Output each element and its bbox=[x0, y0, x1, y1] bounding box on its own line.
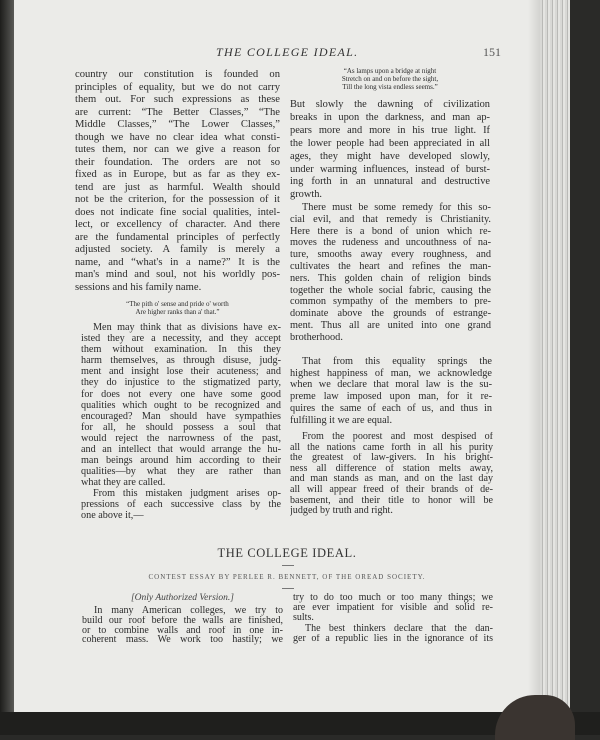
text-line: Here there is a bond of union which re- bbox=[290, 225, 491, 237]
text-line: common sympathy of the members to pre- bbox=[290, 296, 491, 308]
left-paragraph bbox=[75, 69, 280, 294]
text-line: Middle Classes,” “The Lower Classes,” bbox=[75, 119, 280, 130]
text-line: all will appear freed of their brands of de- bbox=[290, 484, 493, 495]
text-line: ment. Thus all are united into one grand bbox=[290, 319, 491, 331]
left-quote bbox=[75, 301, 280, 316]
essay-note: [Only Authorized Version.] bbox=[130, 593, 234, 603]
text-line: But slowly the dawning of civilization bbox=[290, 99, 490, 110]
text-line: them out. For such expressions as these bbox=[75, 94, 280, 105]
text-line: name, and “what's in a name?” It is the bbox=[75, 256, 280, 268]
text-line: man beings around him according to their bbox=[81, 455, 281, 467]
text-line: cultivates the heart and refines the man- bbox=[290, 260, 491, 272]
text-line: pressions of each successive class by the bbox=[81, 499, 281, 511]
text-line: and an intellect that would arrange the hu- bbox=[81, 444, 281, 456]
text-line: tend are just as harmful. Wealth should bbox=[75, 181, 280, 193]
left-paragraph bbox=[81, 488, 281, 521]
page-number: 151 bbox=[483, 45, 501, 59]
text-line: one above it,— bbox=[81, 510, 144, 522]
text-line: the lower people had been appreciated in all bbox=[290, 137, 490, 149]
text-line: ness all difference of station melts away, bbox=[290, 463, 493, 474]
text-line: coherent mass. We work too hastily; we bbox=[82, 635, 283, 646]
text-line: isted they are a necessity, and they accept bbox=[81, 333, 281, 345]
right-paragraph bbox=[290, 202, 491, 344]
text-line: brotherhood. bbox=[290, 331, 343, 343]
text-line: basement, and their title to honor will be bbox=[290, 495, 493, 506]
text-line: harm themselves, as through disuse, judg- bbox=[81, 355, 281, 367]
text-line: breaks in upon the darkness, and man ap- bbox=[290, 111, 490, 123]
text-line: cial evil, and that remedy is Christianity. bbox=[290, 213, 491, 225]
text-line: qualities—by what they are rather than bbox=[81, 466, 281, 478]
text-line: are ever impatient for visible and solid re- bbox=[293, 602, 493, 613]
text-line: the greatest of law-givers. In his bright- bbox=[290, 453, 493, 464]
text-line: judged by truth and right. bbox=[290, 506, 393, 517]
text-line: sessions and his family name. bbox=[75, 281, 202, 293]
text-line: build our roof before the walls are finished, bbox=[82, 615, 283, 626]
text-line: Stretch on and on before the sight, bbox=[341, 75, 439, 83]
text-line: lect, or excellency of character. And there bbox=[75, 219, 280, 230]
text-line: not be the criterion, for the possession of it bbox=[75, 194, 280, 205]
text-line: ture, smooths away every roughness, and bbox=[290, 249, 491, 261]
text-line: moves the rudeness and uncouthness of na- bbox=[290, 237, 491, 249]
text-line: That from this equality springs the bbox=[302, 356, 492, 367]
text-line: preme law imposed upon man, for it re- bbox=[290, 391, 492, 403]
essay-byline: CONTEST ESSAY BY PERLEE R. BENNETT, OF THE OREAD SOCIETY. bbox=[148, 573, 426, 581]
text-line: pears more and more in his true light. If bbox=[290, 124, 490, 136]
text-line: are the fundamental principles of perfectly bbox=[75, 231, 280, 243]
divider bbox=[282, 565, 294, 566]
text-line: Till the long vista endless seems.” bbox=[342, 83, 438, 91]
text-line: fulfilling it we are equal. bbox=[290, 414, 393, 426]
text-line: qualities which ought to be recognized and bbox=[81, 399, 281, 411]
divider bbox=[282, 588, 294, 589]
text-line: adjusted society. A family is merely a bbox=[75, 244, 280, 255]
essay-right-paragraph bbox=[293, 624, 493, 644]
essay-left-paragraph bbox=[82, 606, 283, 645]
text-line: sults. bbox=[293, 612, 314, 623]
text-line: try to do too much or too many things; we bbox=[293, 593, 493, 603]
text-line: would reject the narrowness of the past, bbox=[81, 432, 281, 444]
text-line: country our constitution is founded on bbox=[75, 69, 280, 80]
text-line: principles of equality, but we do not carry bbox=[75, 81, 280, 93]
text-line: man's mind and soul, not his worldly pos- bbox=[75, 269, 280, 280]
text-line: what they are called. bbox=[81, 477, 166, 489]
right-paragraph bbox=[290, 356, 492, 426]
text-line: “As lamps upon a bridge at night bbox=[343, 67, 437, 75]
text-line: There must be some remedy for this so- bbox=[302, 202, 491, 213]
text-line: for does not every one have some good bbox=[81, 388, 281, 400]
text-line: all the nations came forth in all his purity bbox=[290, 442, 493, 453]
text-line: though we have no clear idea what consti- bbox=[75, 131, 280, 143]
text-line: for all, he should possess a soul that bbox=[81, 421, 281, 433]
text-line: From this mistaken judgment arises op- bbox=[93, 488, 281, 499]
text-line: encouraged? Man should have sympathies bbox=[81, 410, 281, 422]
text-line: they do injustice to the stigmatized party, bbox=[81, 377, 281, 389]
text-line: The best thinkers declare that the dan- bbox=[305, 624, 493, 634]
text-line: are current: “The Better Classes,” “The bbox=[75, 106, 280, 118]
essay-title: THE COLLEGE IDEAL. bbox=[217, 546, 357, 560]
text-line: From the poorest and most despised of bbox=[302, 432, 493, 442]
text-line: together the whole social fabric, causing the bbox=[290, 284, 491, 296]
text-line: under warming influences, instead of burst- bbox=[290, 163, 490, 175]
book-gutter-shadow bbox=[0, 0, 14, 735]
text-line: ing forth in an unnatural and destructive bbox=[290, 176, 490, 188]
text-line: does not indicate fine social qualities, intel- bbox=[75, 206, 280, 218]
right-paragraph bbox=[290, 432, 493, 517]
text-line: their foundation. The orders are not so bbox=[75, 156, 280, 168]
right-quote bbox=[290, 67, 490, 91]
essay-right-paragraph bbox=[293, 593, 493, 622]
text-line: and man stands as man, and on the last day bbox=[290, 474, 493, 485]
text-line: ger of a republic lies in the ignorance of its bbox=[293, 634, 493, 644]
text-line: “The pith o' sense and pride o' worth bbox=[126, 301, 229, 308]
text-line: them without examination. In this they bbox=[81, 344, 281, 356]
text-line: or to combine walls and roof in one in- bbox=[82, 625, 283, 636]
text-line: ages, they might have developed slowly, bbox=[290, 150, 490, 162]
text-line: highest happiness of man, we acknowledge bbox=[290, 367, 492, 379]
text-line: ners. This golden chain of religion binds bbox=[290, 272, 491, 284]
text-line: Men may think that as divisions have ex- bbox=[93, 322, 281, 333]
text-line: growth. bbox=[290, 189, 323, 201]
text-line: tutes them, nor can we give a reason for bbox=[75, 144, 280, 155]
text-line: when we declare that moral law is the su- bbox=[290, 379, 492, 391]
text-line: quires the same of each of us, and thus in bbox=[290, 402, 492, 414]
text-line: fixed as in Europe, but as far as they ex- bbox=[75, 169, 280, 180]
left-paragraph bbox=[81, 322, 281, 488]
text-line: In many American colleges, we try to bbox=[94, 606, 283, 616]
page-edges bbox=[540, 0, 570, 712]
running-header: THE COLLEGE IDEAL. bbox=[216, 45, 359, 59]
right-paragraph bbox=[290, 99, 490, 202]
text-line: Are higher ranks than a' that.” bbox=[135, 308, 220, 316]
text-line: dominate above the grounds of estrange- bbox=[290, 308, 491, 320]
text-line: ment and insight lose their acuteness; and bbox=[81, 366, 281, 378]
